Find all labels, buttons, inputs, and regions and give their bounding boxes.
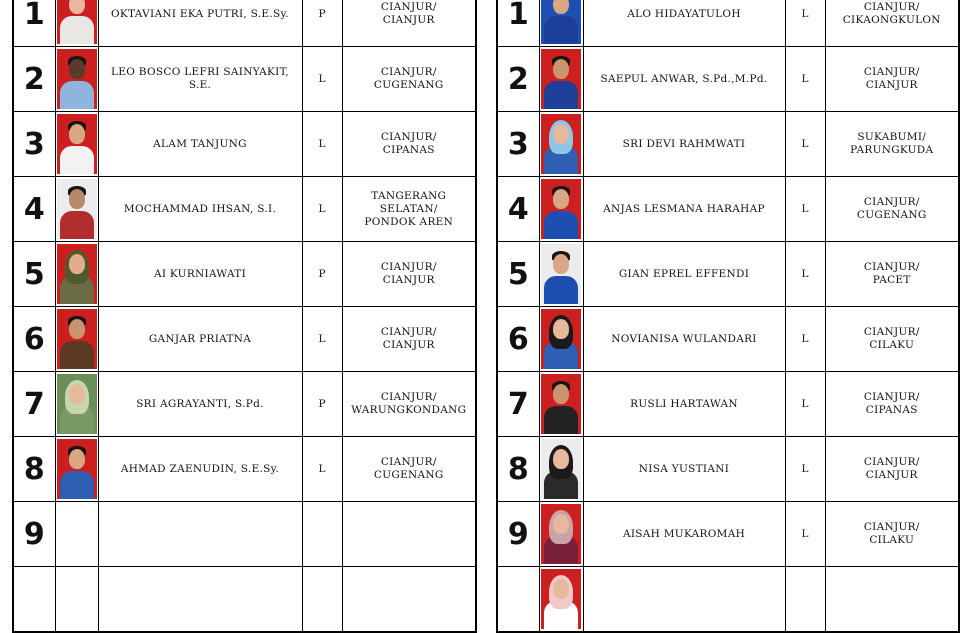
candidate-domicile bbox=[825, 242, 959, 307]
candidate-photo bbox=[57, 114, 97, 174]
candidate-name: GANJAR PRIATNA bbox=[98, 307, 302, 372]
domicile-line: CIANJUR bbox=[865, 79, 918, 91]
candidate-number: 2 bbox=[497, 47, 539, 112]
photo-face bbox=[553, 189, 569, 209]
candidate-name: AHMAD ZAENUDIN, S.E.Sy. bbox=[98, 437, 302, 502]
candidate-name: GIAN EPREL EFFENDI bbox=[583, 242, 785, 307]
candidate-number bbox=[497, 567, 539, 633]
candidate-name: NOVIANISA WULANDARI bbox=[583, 307, 785, 372]
candidate-photo-cell bbox=[55, 567, 98, 633]
candidate-name: SRI DEVI RAHMWATI bbox=[583, 112, 785, 177]
candidate-photo-cell bbox=[55, 177, 98, 242]
candidate-photo-cell bbox=[55, 0, 98, 47]
candidate-photo bbox=[57, 0, 97, 44]
candidate-domicile bbox=[342, 307, 476, 372]
candidate-photo bbox=[57, 309, 97, 369]
domicile-line: CILAKU bbox=[869, 534, 915, 546]
candidate-gender: P bbox=[302, 242, 342, 307]
candidate-photo-cell bbox=[539, 307, 583, 372]
candidate-domicile bbox=[342, 437, 476, 502]
domicile-line: CIANJUR/ bbox=[380, 66, 437, 78]
photo-face bbox=[69, 0, 85, 14]
domicile-line: CIANJUR/ bbox=[380, 261, 437, 273]
candidate-number: 2 bbox=[13, 47, 55, 112]
candidate-photo-cell bbox=[55, 242, 98, 307]
candidate-table-left bbox=[12, 0, 477, 633]
candidate-domicile bbox=[342, 0, 476, 47]
domicile-line: CIANJUR bbox=[382, 14, 435, 26]
candidate-photo-cell bbox=[539, 242, 583, 307]
candidate-gender: L bbox=[302, 112, 342, 177]
candidate-name: LEO BOSCO LEFRI SAINYAKIT, S.E. bbox=[98, 47, 302, 112]
candidate-photo-cell bbox=[55, 307, 98, 372]
domicile-line: CUGENANG bbox=[373, 79, 444, 91]
candidate-domicile bbox=[825, 0, 959, 47]
candidate-photo bbox=[57, 179, 97, 239]
domicile-line: PONDOK AREN bbox=[364, 215, 454, 228]
table-row bbox=[13, 112, 476, 177]
candidate-photo-cell bbox=[539, 502, 583, 567]
candidate-photo bbox=[541, 0, 581, 44]
table-row bbox=[497, 437, 959, 502]
table-row bbox=[497, 502, 959, 567]
candidate-gender bbox=[785, 567, 825, 633]
candidate-number: 1 bbox=[497, 0, 539, 47]
photo-face bbox=[69, 384, 85, 404]
table-row bbox=[497, 177, 959, 242]
candidate-number: 8 bbox=[13, 437, 55, 502]
domicile-line: CIANJUR bbox=[382, 339, 435, 351]
candidate-domicile bbox=[825, 177, 959, 242]
candidate-domicile bbox=[825, 502, 959, 567]
candidate-rows-right bbox=[497, 0, 959, 632]
domicile-line: CIANJUR/ bbox=[863, 261, 920, 273]
table-row bbox=[497, 0, 959, 47]
candidate-name: SRI AGRAYANTI, S.Pd. bbox=[98, 372, 302, 437]
candidate-photo bbox=[541, 504, 581, 564]
domicile-line: CILAKU bbox=[869, 339, 915, 351]
domicile-line: PARUNGKUDA bbox=[850, 144, 934, 156]
candidate-photo bbox=[57, 244, 97, 304]
photo-face bbox=[69, 59, 85, 79]
photo-clothing bbox=[60, 81, 94, 109]
photo-face bbox=[553, 319, 569, 339]
candidate-name: OKTAVIANI EKA PUTRI, S.E.Sy. bbox=[98, 0, 302, 47]
candidate-domicile bbox=[342, 502, 476, 567]
domicile-line: CIANJUR/ bbox=[863, 456, 920, 468]
photo-face bbox=[69, 449, 85, 469]
right-candidate-sheet bbox=[496, 0, 960, 633]
table-row bbox=[497, 112, 959, 177]
candidate-photo-cell bbox=[539, 47, 583, 112]
candidate-name: ALO HIDAYATULOH bbox=[583, 0, 785, 47]
candidate-photo-cell bbox=[55, 112, 98, 177]
candidate-domicile bbox=[342, 567, 476, 633]
candidate-photo bbox=[541, 569, 581, 629]
candidate-gender: L bbox=[785, 47, 825, 112]
candidate-photo-cell bbox=[539, 567, 583, 633]
photo-face bbox=[553, 514, 569, 534]
photo-clothing bbox=[60, 146, 94, 174]
candidate-number: 5 bbox=[13, 242, 55, 307]
candidate-name: SAEPUL ANWAR, S.Pd.,M.Pd. bbox=[583, 47, 785, 112]
candidate-photo-cell bbox=[55, 372, 98, 437]
candidate-photo-cell bbox=[539, 0, 583, 47]
candidate-gender: L bbox=[785, 177, 825, 242]
candidate-domicile bbox=[342, 47, 476, 112]
domicile-line: CIANJUR bbox=[865, 469, 918, 481]
domicile-line: CIANJUR/ bbox=[863, 521, 920, 533]
domicile-line: CIKAONGKULON bbox=[842, 14, 941, 26]
table-row bbox=[497, 242, 959, 307]
candidate-domicile bbox=[825, 567, 959, 633]
domicile-line: CIANJUR/ bbox=[380, 131, 437, 143]
photo-clothing bbox=[60, 341, 94, 369]
table-row bbox=[13, 372, 476, 437]
domicile-line: CUGENANG bbox=[373, 469, 444, 481]
candidate-gender: L bbox=[302, 437, 342, 502]
candidate-number: 9 bbox=[13, 502, 55, 567]
candidate-name: NISA YUSTIANI bbox=[583, 437, 785, 502]
table-row bbox=[497, 372, 959, 437]
candidate-domicile bbox=[342, 177, 476, 242]
photo-face bbox=[69, 189, 85, 209]
candidate-name bbox=[98, 567, 302, 633]
table-row bbox=[497, 307, 959, 372]
photo-face bbox=[553, 124, 569, 144]
candidate-domicile bbox=[825, 112, 959, 177]
table-row bbox=[13, 567, 476, 633]
candidate-gender: P bbox=[302, 0, 342, 47]
table-row bbox=[13, 502, 476, 567]
candidate-number: 9 bbox=[497, 502, 539, 567]
candidate-domicile bbox=[825, 437, 959, 502]
candidate-gender: L bbox=[785, 112, 825, 177]
candidate-photo-cell bbox=[55, 47, 98, 112]
candidate-number: 5 bbox=[497, 242, 539, 307]
candidate-number: 6 bbox=[13, 307, 55, 372]
candidate-gender: L bbox=[302, 177, 342, 242]
candidate-photo bbox=[57, 439, 97, 499]
candidate-domicile bbox=[342, 242, 476, 307]
candidate-gender: L bbox=[785, 307, 825, 372]
candidate-name bbox=[98, 502, 302, 567]
candidate-photo bbox=[541, 114, 581, 174]
candidate-domicile bbox=[825, 47, 959, 112]
candidate-gender: L bbox=[785, 0, 825, 47]
photo-face bbox=[553, 59, 569, 79]
candidate-gender: L bbox=[785, 437, 825, 502]
table-row bbox=[497, 47, 959, 112]
domicile-line: WARUNGKONDANG bbox=[351, 404, 467, 416]
candidate-number: 7 bbox=[13, 372, 55, 437]
candidate-photo bbox=[541, 374, 581, 434]
candidate-number: 3 bbox=[13, 112, 55, 177]
candidate-name: ALAM TANJUNG bbox=[98, 112, 302, 177]
candidate-number: 4 bbox=[497, 177, 539, 242]
table-row bbox=[13, 242, 476, 307]
candidate-name: AI KURNIAWATI bbox=[98, 242, 302, 307]
candidate-domicile bbox=[342, 372, 476, 437]
candidate-photo bbox=[541, 49, 581, 109]
photo-clothing bbox=[544, 276, 578, 304]
photo-clothing bbox=[544, 211, 578, 239]
photo-face bbox=[553, 254, 569, 274]
candidate-domicile bbox=[825, 372, 959, 437]
candidate-photo-cell bbox=[539, 112, 583, 177]
candidate-rows-left bbox=[13, 0, 476, 632]
candidate-number: 4 bbox=[13, 177, 55, 242]
candidate-gender: L bbox=[302, 47, 342, 112]
table-row bbox=[13, 307, 476, 372]
photo-face bbox=[69, 254, 85, 274]
candidate-number: 1 bbox=[13, 0, 55, 47]
candidate-gender bbox=[302, 502, 342, 567]
candidate-gender: L bbox=[302, 307, 342, 372]
domicile-line: CIANJUR/ bbox=[863, 66, 920, 78]
photo-face bbox=[69, 124, 85, 144]
domicile-line: CUGENANG bbox=[856, 209, 927, 221]
domicile-line: CIANJUR bbox=[382, 274, 435, 286]
photo-clothing bbox=[60, 211, 94, 239]
candidate-photo bbox=[57, 374, 97, 434]
domicile-line: CIANJUR/ bbox=[863, 1, 920, 13]
table-row bbox=[13, 47, 476, 112]
photo-face bbox=[553, 579, 569, 599]
candidate-photo bbox=[541, 309, 581, 369]
candidate-number: 6 bbox=[497, 307, 539, 372]
table-row bbox=[13, 0, 476, 47]
domicile-line: TANGERANG bbox=[371, 189, 447, 202]
photo-face bbox=[553, 0, 569, 14]
domicile-line: SUKABUMI/ bbox=[857, 131, 927, 143]
table-row bbox=[13, 177, 476, 242]
candidate-name bbox=[583, 567, 785, 633]
candidate-domicile bbox=[342, 112, 476, 177]
candidate-photo bbox=[541, 244, 581, 304]
photo-clothing bbox=[544, 406, 578, 434]
candidate-number: 3 bbox=[497, 112, 539, 177]
domicile-line: CIANJUR/ bbox=[863, 196, 920, 208]
candidate-photo-cell bbox=[55, 437, 98, 502]
table-row bbox=[497, 567, 959, 633]
photo-clothing bbox=[544, 81, 578, 109]
candidate-gender: P bbox=[302, 372, 342, 437]
photo-clothing bbox=[60, 471, 94, 499]
candidate-photo bbox=[541, 439, 581, 499]
domicile-line: CIPANAS bbox=[382, 144, 435, 156]
photo-clothing bbox=[60, 16, 94, 44]
candidate-table-right bbox=[496, 0, 960, 633]
domicile-line: CIANJUR/ bbox=[380, 1, 437, 13]
table-row bbox=[13, 437, 476, 502]
left-candidate-sheet bbox=[12, 0, 477, 633]
domicile-line: CIANJUR/ bbox=[863, 391, 920, 403]
candidate-gender: L bbox=[785, 502, 825, 567]
domicile-line: CIANJUR/ bbox=[863, 326, 920, 338]
domicile-line: PACET bbox=[872, 274, 911, 286]
candidate-number bbox=[13, 567, 55, 633]
candidate-photo bbox=[541, 179, 581, 239]
candidate-number: 8 bbox=[497, 437, 539, 502]
candidate-photo-cell bbox=[539, 437, 583, 502]
candidate-name: RUSLI HARTAWAN bbox=[583, 372, 785, 437]
photo-face bbox=[69, 319, 85, 339]
domicile-line: CIANJUR/ bbox=[380, 326, 437, 338]
candidate-gender: L bbox=[785, 242, 825, 307]
candidate-name: ANJAS LESMANA HARAHAP bbox=[583, 177, 785, 242]
photo-face bbox=[553, 449, 569, 469]
domicile-line: CIPANAS bbox=[865, 404, 918, 416]
candidate-name: MOCHAMMAD IHSAN, S.I. bbox=[98, 177, 302, 242]
domicile-line: CIANJUR/ bbox=[380, 391, 437, 403]
candidate-number: 7 bbox=[497, 372, 539, 437]
candidate-photo-cell bbox=[539, 372, 583, 437]
domicile-line: CIANJUR/ bbox=[380, 456, 437, 468]
candidate-photo-cell bbox=[539, 177, 583, 242]
candidate-photo-cell bbox=[55, 502, 98, 567]
candidate-name: AISAH MUKAROMAH bbox=[583, 502, 785, 567]
candidate-photo bbox=[57, 49, 97, 109]
candidate-domicile bbox=[825, 307, 959, 372]
photo-clothing bbox=[544, 16, 578, 44]
candidate-gender bbox=[302, 567, 342, 633]
candidate-gender: L bbox=[785, 372, 825, 437]
domicile-line: SELATAN/ bbox=[379, 202, 438, 215]
photo-face bbox=[553, 384, 569, 404]
